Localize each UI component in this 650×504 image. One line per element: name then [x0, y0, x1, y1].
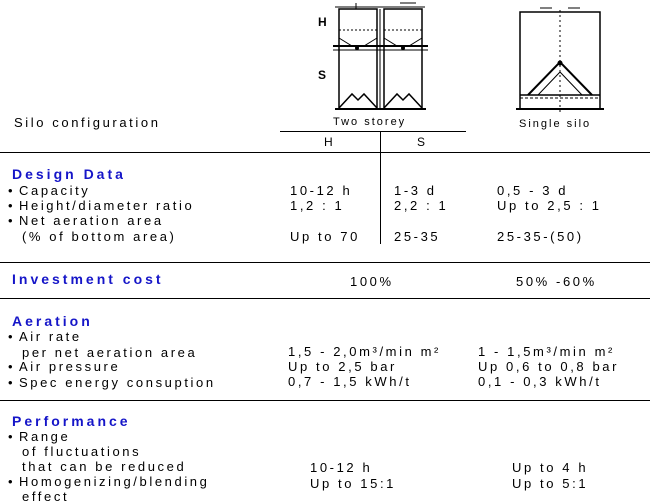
net-aeration-label: • Net aeration area	[8, 213, 164, 228]
air-rate-single-value: 1 - 1,5m³/min m²	[478, 344, 615, 359]
net-aeration-s-value: 25-35	[394, 229, 441, 244]
section-divider	[0, 262, 650, 263]
spec-energy-label: • Spec energy consuption	[8, 375, 216, 390]
hd-ratio-s-value: 2,2 : 1	[394, 198, 449, 213]
net-aeration-single-value: 25-35-(50)	[497, 229, 584, 244]
range-sublabel-1: of fluctuations	[22, 444, 142, 459]
air-pressure-single-value: Up 0,6 to 0,8 bar	[478, 359, 620, 374]
capacity-h-value: 10-12 h	[290, 183, 353, 198]
net-aeration-sublabel: (% of bottom area)	[22, 229, 177, 244]
spec-energy-two-storey-value: 0,7 - 1,5 kWh/t	[288, 374, 412, 389]
range-two-storey-value: 10-12 h	[310, 460, 373, 475]
hd-ratio-label: • Height/diameter ratio	[8, 198, 194, 213]
column-h: H	[324, 135, 333, 149]
range-single-value: Up to 4 h	[512, 460, 589, 475]
spec-energy-single-value: 0,1 - 0,3 kWh/t	[478, 374, 602, 389]
air-pressure-label: • Air pressure	[8, 359, 120, 374]
homogenizing-label: • Homogenizing/blending	[8, 474, 209, 489]
air-rate-sublabel: per net aeration area	[22, 345, 198, 360]
performance-title: Performance	[12, 413, 131, 429]
two-storey-label: Two storey	[333, 116, 407, 128]
silo-configuration-label: Silo configuration	[14, 115, 161, 130]
air-rate-label: • Air rate	[8, 329, 82, 344]
diagram-label-h: H	[318, 15, 327, 29]
range-sublabel-2: that can be reduced	[22, 459, 187, 474]
capacity-s-value: 1-3 d	[394, 183, 437, 198]
investment-cost-title: Investment cost	[12, 271, 164, 287]
design-data-title: Design Data	[12, 166, 126, 182]
investment-two-storey-value: 100%	[350, 274, 394, 289]
homogenizing-sublabel: effect	[22, 489, 70, 504]
net-aeration-h-value: Up to 70	[290, 229, 360, 244]
range-label: • Range	[8, 429, 70, 444]
investment-single-value: 50% -60%	[516, 274, 597, 289]
diagram-label-s: S	[318, 68, 327, 82]
column-s: S	[417, 135, 426, 149]
hd-ratio-single-value: Up to 2,5 : 1	[497, 198, 602, 213]
homogenizing-two-storey-value: Up to 15:1	[310, 476, 396, 491]
homogenizing-single-value: Up to 5:1	[512, 476, 589, 491]
aeration-title: Aeration	[12, 313, 93, 329]
single-silo-label: Single silo	[519, 118, 592, 130]
column-divider	[380, 131, 381, 244]
section-divider	[0, 298, 650, 299]
header-underline	[280, 131, 466, 132]
air-rate-two-storey-value: 1,5 - 2,0m³/min m²	[288, 344, 441, 359]
capacity-single-value: 0,5 - 3 d	[497, 183, 569, 198]
air-pressure-two-storey-value: Up to 2,5 bar	[288, 359, 397, 374]
capacity-label: • Capacity	[8, 183, 90, 198]
section-divider	[0, 400, 650, 401]
hd-ratio-h-value: 1,2 : 1	[290, 198, 345, 213]
section-divider	[0, 152, 650, 153]
